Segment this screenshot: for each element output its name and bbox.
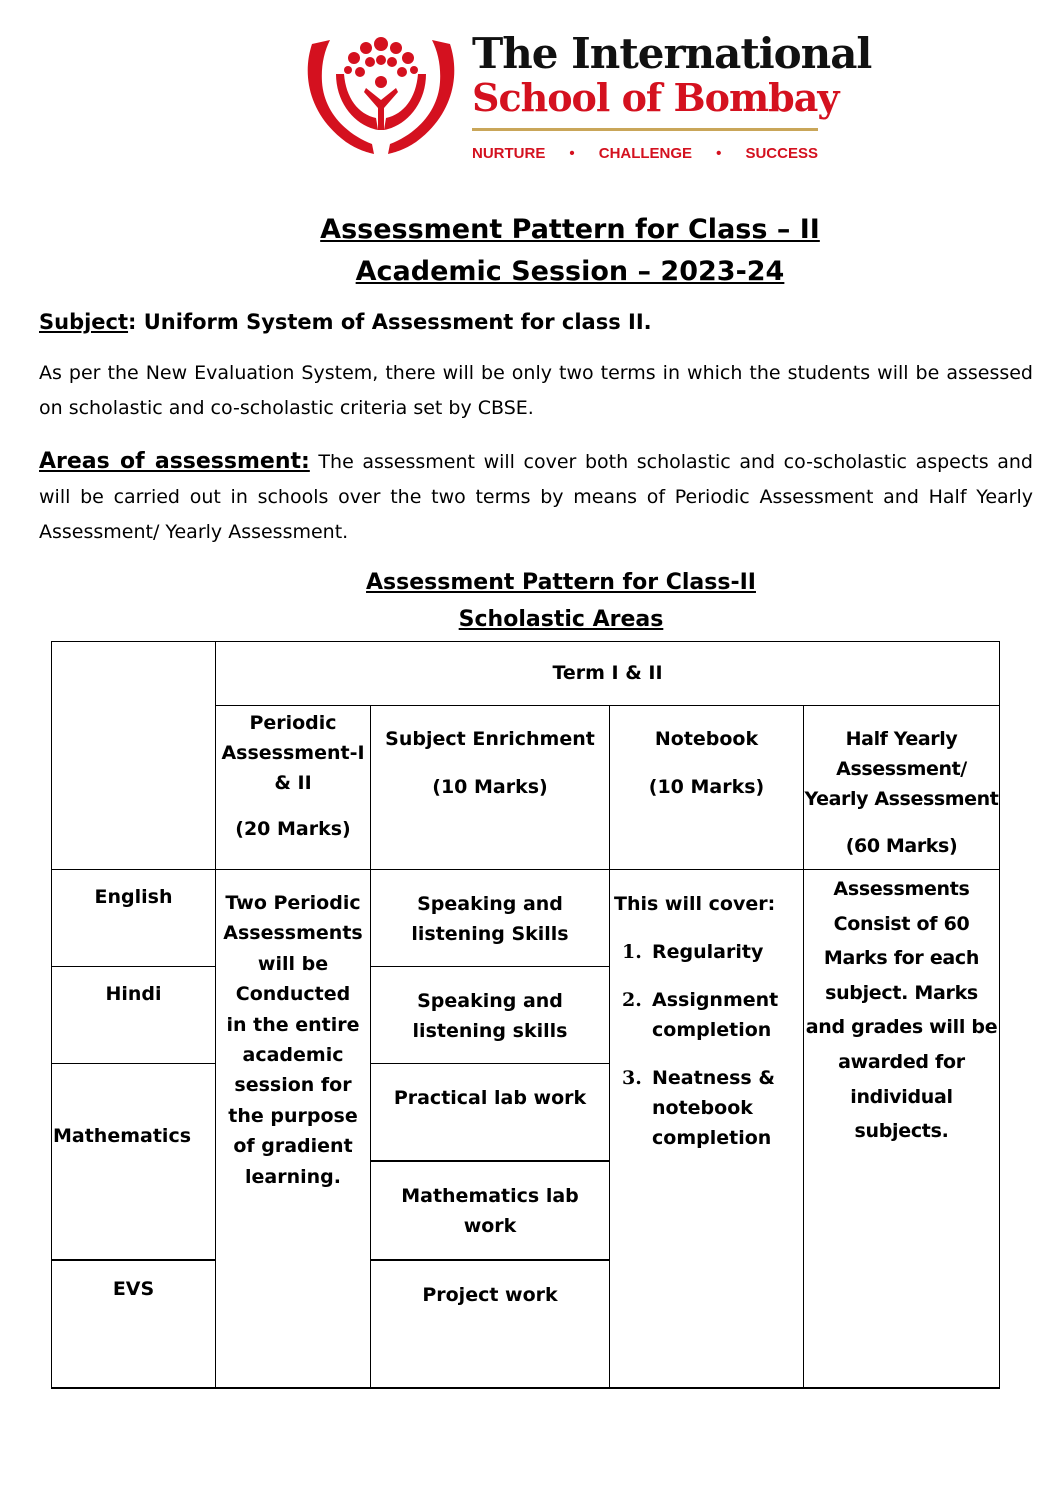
list-number: 1. [622,941,642,963]
table-border-bottom [51,1387,1000,1389]
header-line: Notebook [654,728,759,750]
header-line: Assessment-I [221,742,365,764]
table-row-divider [370,1063,609,1064]
text-line: Marks for each [823,947,980,970]
table-row-divider [51,869,1000,870]
column-header-enrichment [371,724,609,802]
motto-word: SUCCESS [745,145,818,162]
table-border-top [51,641,1000,642]
page-subtitle: Academic Session – 2023-24 [355,256,785,287]
school-motto [472,145,818,162]
text-line: Regularity [652,941,764,963]
table-row-divider [51,966,215,967]
table-column-divider [609,705,610,1389]
text-line: Two Periodic [225,892,361,914]
subject-english: English [94,886,173,908]
motto-bullet: • [569,145,575,162]
notebook-intro: This will cover: [614,893,776,915]
text-line: in the entire [226,1013,360,1036]
enrichment-mathematics-practical [371,1083,609,1113]
motto-word: NURTURE [472,145,546,162]
text-line: Practical lab work [393,1087,587,1109]
subject-label: Subject [39,310,129,334]
logo-divider [472,128,818,131]
notebook-criteria-list [614,937,802,1153]
periodic-assessment-description [216,888,370,1192]
text-line: Assessments [833,878,970,900]
text-line: academic [242,1044,344,1067]
header-line: Yearly Assessment [804,788,999,810]
table-row-divider [370,1259,609,1261]
text-line: of gradient [233,1135,353,1158]
text-line: Mathematics lab [401,1185,579,1207]
subject-hindi: Hindi [105,983,162,1005]
header-marks: (20 Marks) [235,818,351,840]
table-subtitle: Scholastic Areas [458,607,664,632]
text-line: completion [652,1019,772,1041]
table-row-divider [51,1063,215,1064]
school-name [472,30,871,118]
text-line: Speaking and [417,893,563,915]
text-line: work [463,1215,517,1237]
text-line: listening skills [412,1020,568,1042]
text-line: individual [850,1085,953,1108]
text-line: notebook [652,1097,753,1119]
page-title: Assessment Pattern for Class – II [320,214,820,245]
text-line: and grades will be [805,1016,998,1039]
table-border-right [999,641,1000,1389]
school-name-line1: The International [472,29,872,78]
text-line: Assessments [223,922,363,945]
header-line: Assessment/ [836,758,967,780]
table-row-divider [370,1160,609,1162]
text-line: Project work [422,1284,558,1306]
text-line: Assignment [652,989,779,1011]
motto-bullet: • [716,145,722,162]
text-line: subject. Marks [825,981,978,1004]
list-number: 3. [622,1067,642,1089]
text-line: listening Skills [411,923,569,945]
enrichment-evs [371,1280,609,1310]
areas-text: The assessment will cover both scholastic and co-scholastic aspects and will be carried out in schools over the two terms by means of Periodic Assessment and Half Yearly Assessment/ Yearly Assessment. [39,451,1033,543]
text-line: Neatness & [652,1067,775,1089]
header-line: Periodic [249,712,337,734]
text-line: Consist of 60 [833,912,970,935]
notebook-criterion [614,1063,802,1153]
subject-line [39,310,652,334]
areas-lead: Areas of assessment: [39,449,310,474]
half-yearly-description [804,872,999,1149]
text-line: session for [234,1074,352,1097]
header-line: & II [274,772,312,794]
motto-word: CHALLENGE [598,145,693,162]
header-marks: (10 Marks) [648,776,765,798]
intro-paragraph: As per the New Evaluation System, there will be only two terms in which the students will be assessed on scholastic and co-scholastic criteria set by CBSE. [39,362,1033,419]
header-marks: (10 Marks) [432,776,548,798]
subject-text: : Uniform System of Assessment for class II. [128,310,652,334]
table-border-left [51,641,52,1389]
text-line: learning. [245,1165,341,1188]
column-header-half-yearly [804,724,999,861]
table-row-divider [51,1259,215,1261]
header-line: Subject Enrichment [385,728,595,750]
school-name-line2: School of Bombay [472,75,839,120]
column-header-periodic [216,708,370,844]
term-header: Term I & II [552,662,663,684]
table-title: Assessment Pattern for Class-II [366,570,756,595]
text-line: awarded for [838,1050,965,1073]
subject-evs: EVS [112,1278,155,1300]
subject-mathematics: Mathematics [53,1125,192,1147]
table-row-divider [215,705,1000,706]
header-line: Half Yearly [845,728,958,750]
areas-paragraph [39,444,1033,550]
notebook-description [614,889,802,1171]
column-header-notebook [610,724,803,802]
text-line: will be [257,952,329,975]
table-row-divider [370,966,609,967]
enrichment-english [371,889,609,949]
list-number: 2. [622,989,642,1011]
notebook-criterion [614,985,802,1045]
text-line: completion [652,1127,772,1149]
notebook-criterion [614,937,802,967]
school-logo-icon [306,34,456,158]
text-line: Speaking and [417,990,563,1012]
header-marks: (60 Marks) [845,835,958,857]
text-line: subjects. [854,1120,949,1143]
enrichment-mathematics-lab [371,1181,609,1241]
text-line: the purpose [228,1104,358,1127]
enrichment-hindi [371,986,609,1046]
text-line: Conducted [235,983,351,1006]
